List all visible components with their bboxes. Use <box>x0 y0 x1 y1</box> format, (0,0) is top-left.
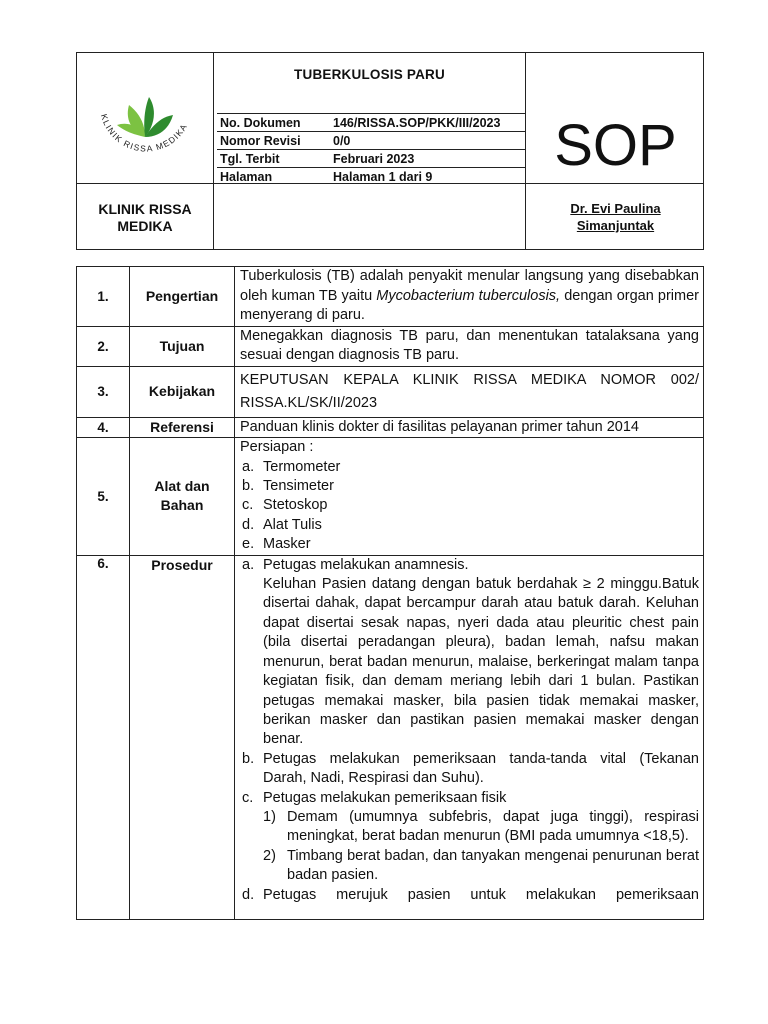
list-item <box>240 535 699 554</box>
row-label: Kebijakan <box>130 366 235 417</box>
row-content <box>235 555 704 919</box>
clinic-name-line: KLINIK RISSA <box>98 201 192 217</box>
meta-label: No. Dokumen <box>217 114 330 132</box>
list-item <box>240 789 699 808</box>
document-title: TUBERKULOSIS PARU <box>294 67 445 82</box>
list-marker: 2) <box>263 847 276 864</box>
row-content <box>235 438 704 555</box>
list-text: Petugas melakukan anamnesis. <box>263 556 469 573</box>
list-marker: b. <box>242 478 255 495</box>
table-row <box>77 267 704 327</box>
row-content <box>235 267 704 327</box>
list-text: Petugas merujuk pasien untuk melakukan pemeriksaan <box>263 886 699 903</box>
clinic-name <box>77 201 213 235</box>
list-item <box>240 477 699 496</box>
clinic-name-line: MEDIKA <box>117 218 173 234</box>
sop-content-table <box>76 266 704 920</box>
meta-value: 146/RISSA.SOP/PKK/III/2023 <box>330 114 525 132</box>
list-marker: d. <box>242 516 255 533</box>
list-marker: 1) <box>263 808 276 825</box>
list-marker: a. <box>242 556 255 573</box>
row-number: 3. <box>77 366 130 417</box>
sub-list-item <box>240 808 699 847</box>
header-divider <box>213 53 214 249</box>
row-number: 1. <box>77 267 130 327</box>
row-content: KEPUTUSAN KEPALA KLINIK RISSA MEDIKA NOMOR 002/ RISSA.KL/SK/II/2023 <box>235 366 704 417</box>
list-item <box>240 496 699 515</box>
list-text: Alat Tulis <box>263 516 322 533</box>
definition-italic: Mycobacterium tuberculosis, <box>376 287 561 304</box>
table-row <box>77 555 704 919</box>
sop-label: SOP <box>554 113 677 178</box>
row-label-line: Alat dan <box>154 478 210 495</box>
meta-value: 0/0 <box>330 132 525 150</box>
meta-row <box>217 168 525 186</box>
list-text: Tensimeter <box>263 478 334 495</box>
meta-row <box>217 114 525 132</box>
row-label <box>130 438 235 555</box>
list-item <box>240 886 699 905</box>
row-number: 2. <box>77 327 130 367</box>
meta-row <box>217 150 525 168</box>
list-text: Demam (umumnya subfebris, dapat juga tinggi), respirasi meningkat, berat badan menurun (BMI pada umumnya <18,5). <box>287 808 699 845</box>
meta-value: Februari 2023 <box>330 150 525 168</box>
row-content: Menegakkan diagnosis TB paru, dan menentukan tatalaksana yang sesuai dengan diagnosis TB paru. <box>235 327 704 367</box>
list-marker: c. <box>242 789 254 806</box>
row-label: Pengertian <box>130 267 235 327</box>
meta-label: Halaman <box>217 168 330 186</box>
list-item <box>240 750 699 789</box>
list-item <box>240 516 699 535</box>
row-number: 4. <box>77 417 130 437</box>
meta-label: Tgl. Terbit <box>217 150 330 168</box>
sub-list-item <box>240 847 699 886</box>
list-item <box>240 458 699 477</box>
list-marker: a. <box>242 458 255 475</box>
procedure-list <box>240 556 699 918</box>
list-text: Petugas melakukan pemeriksaan tanda-tanda vital (Tekanan Darah, Nadi, Respirasi dan Suhu). <box>263 750 699 787</box>
table-row <box>77 417 704 437</box>
definition-text: Tuberkulosis (TB) adalah penyakit menular langsung yang disebabkan oleh kuman TB yaitu <box>240 268 699 304</box>
signatory-name-line: Dr. Evi Paulina <box>570 201 661 216</box>
list-marker: c. <box>242 497 254 514</box>
meta-label: Nomor Revisi <box>217 132 330 150</box>
list-text: Petugas melakukan pemeriksaan fisik <box>263 789 507 806</box>
row-label: Prosedur <box>130 555 235 919</box>
table-row <box>77 438 704 555</box>
list-text: Timbang berat badan, dan tanyakan mengenai penurunan berat badan pasien. <box>287 847 699 884</box>
signatory-name <box>526 200 705 234</box>
list-intro: Persiapan : <box>240 439 314 456</box>
meta-row <box>217 132 525 150</box>
list-marker: e. <box>242 536 255 553</box>
list-marker: d. <box>242 886 255 903</box>
signatory-name-line: Simanjuntak <box>576 218 655 233</box>
row-content: Panduan klinis dokter di fasilitas pelayanan primer tahun 2014 <box>235 417 704 437</box>
table-row <box>77 327 704 367</box>
clinic-logo <box>87 75 203 171</box>
list-text: Stetoskop <box>263 497 328 514</box>
logo-text: KLINIK RISSA MEDIKA <box>98 112 190 154</box>
list-text: Termometer <box>263 458 341 475</box>
row-label-line: Bahan <box>160 497 204 514</box>
procedure-detail: Keluhan Pasien datang dengan batuk berdahak ≥ 2 minggu.Batuk disertai dahak, dapat bercampur darah atau batuk darah. Keluhan dapat disertai sesak napas, nyeri dada atau pleuritic chest pain (bila disertai peradangan pleura), badan lemah, nafsu makan menurun, berat badan menurun, malaise, berkeringat malam tanpa kegiatan fisik, dan demam meriang lebih dari 1 bulan. Pastikan petugas memakai masker, bila pasien tidak memakai masker, berikan masker dan pastikan pasien memakai masker dengan benar. <box>263 576 699 748</box>
row-number: 5. <box>77 438 130 555</box>
list-text: Masker <box>263 536 311 553</box>
table-row <box>77 366 704 417</box>
document-meta-table <box>217 113 525 185</box>
meta-value: Halaman 1 dari 9 <box>330 168 525 186</box>
list-marker: b. <box>242 750 255 767</box>
row-number: 6. <box>77 555 130 919</box>
list-item <box>240 556 699 575</box>
definition-text: dengan organ primer menyerang di paru. <box>240 287 699 324</box>
row-label: Referensi <box>130 417 235 437</box>
row-label: Tujuan <box>130 327 235 367</box>
document-header <box>76 52 704 250</box>
